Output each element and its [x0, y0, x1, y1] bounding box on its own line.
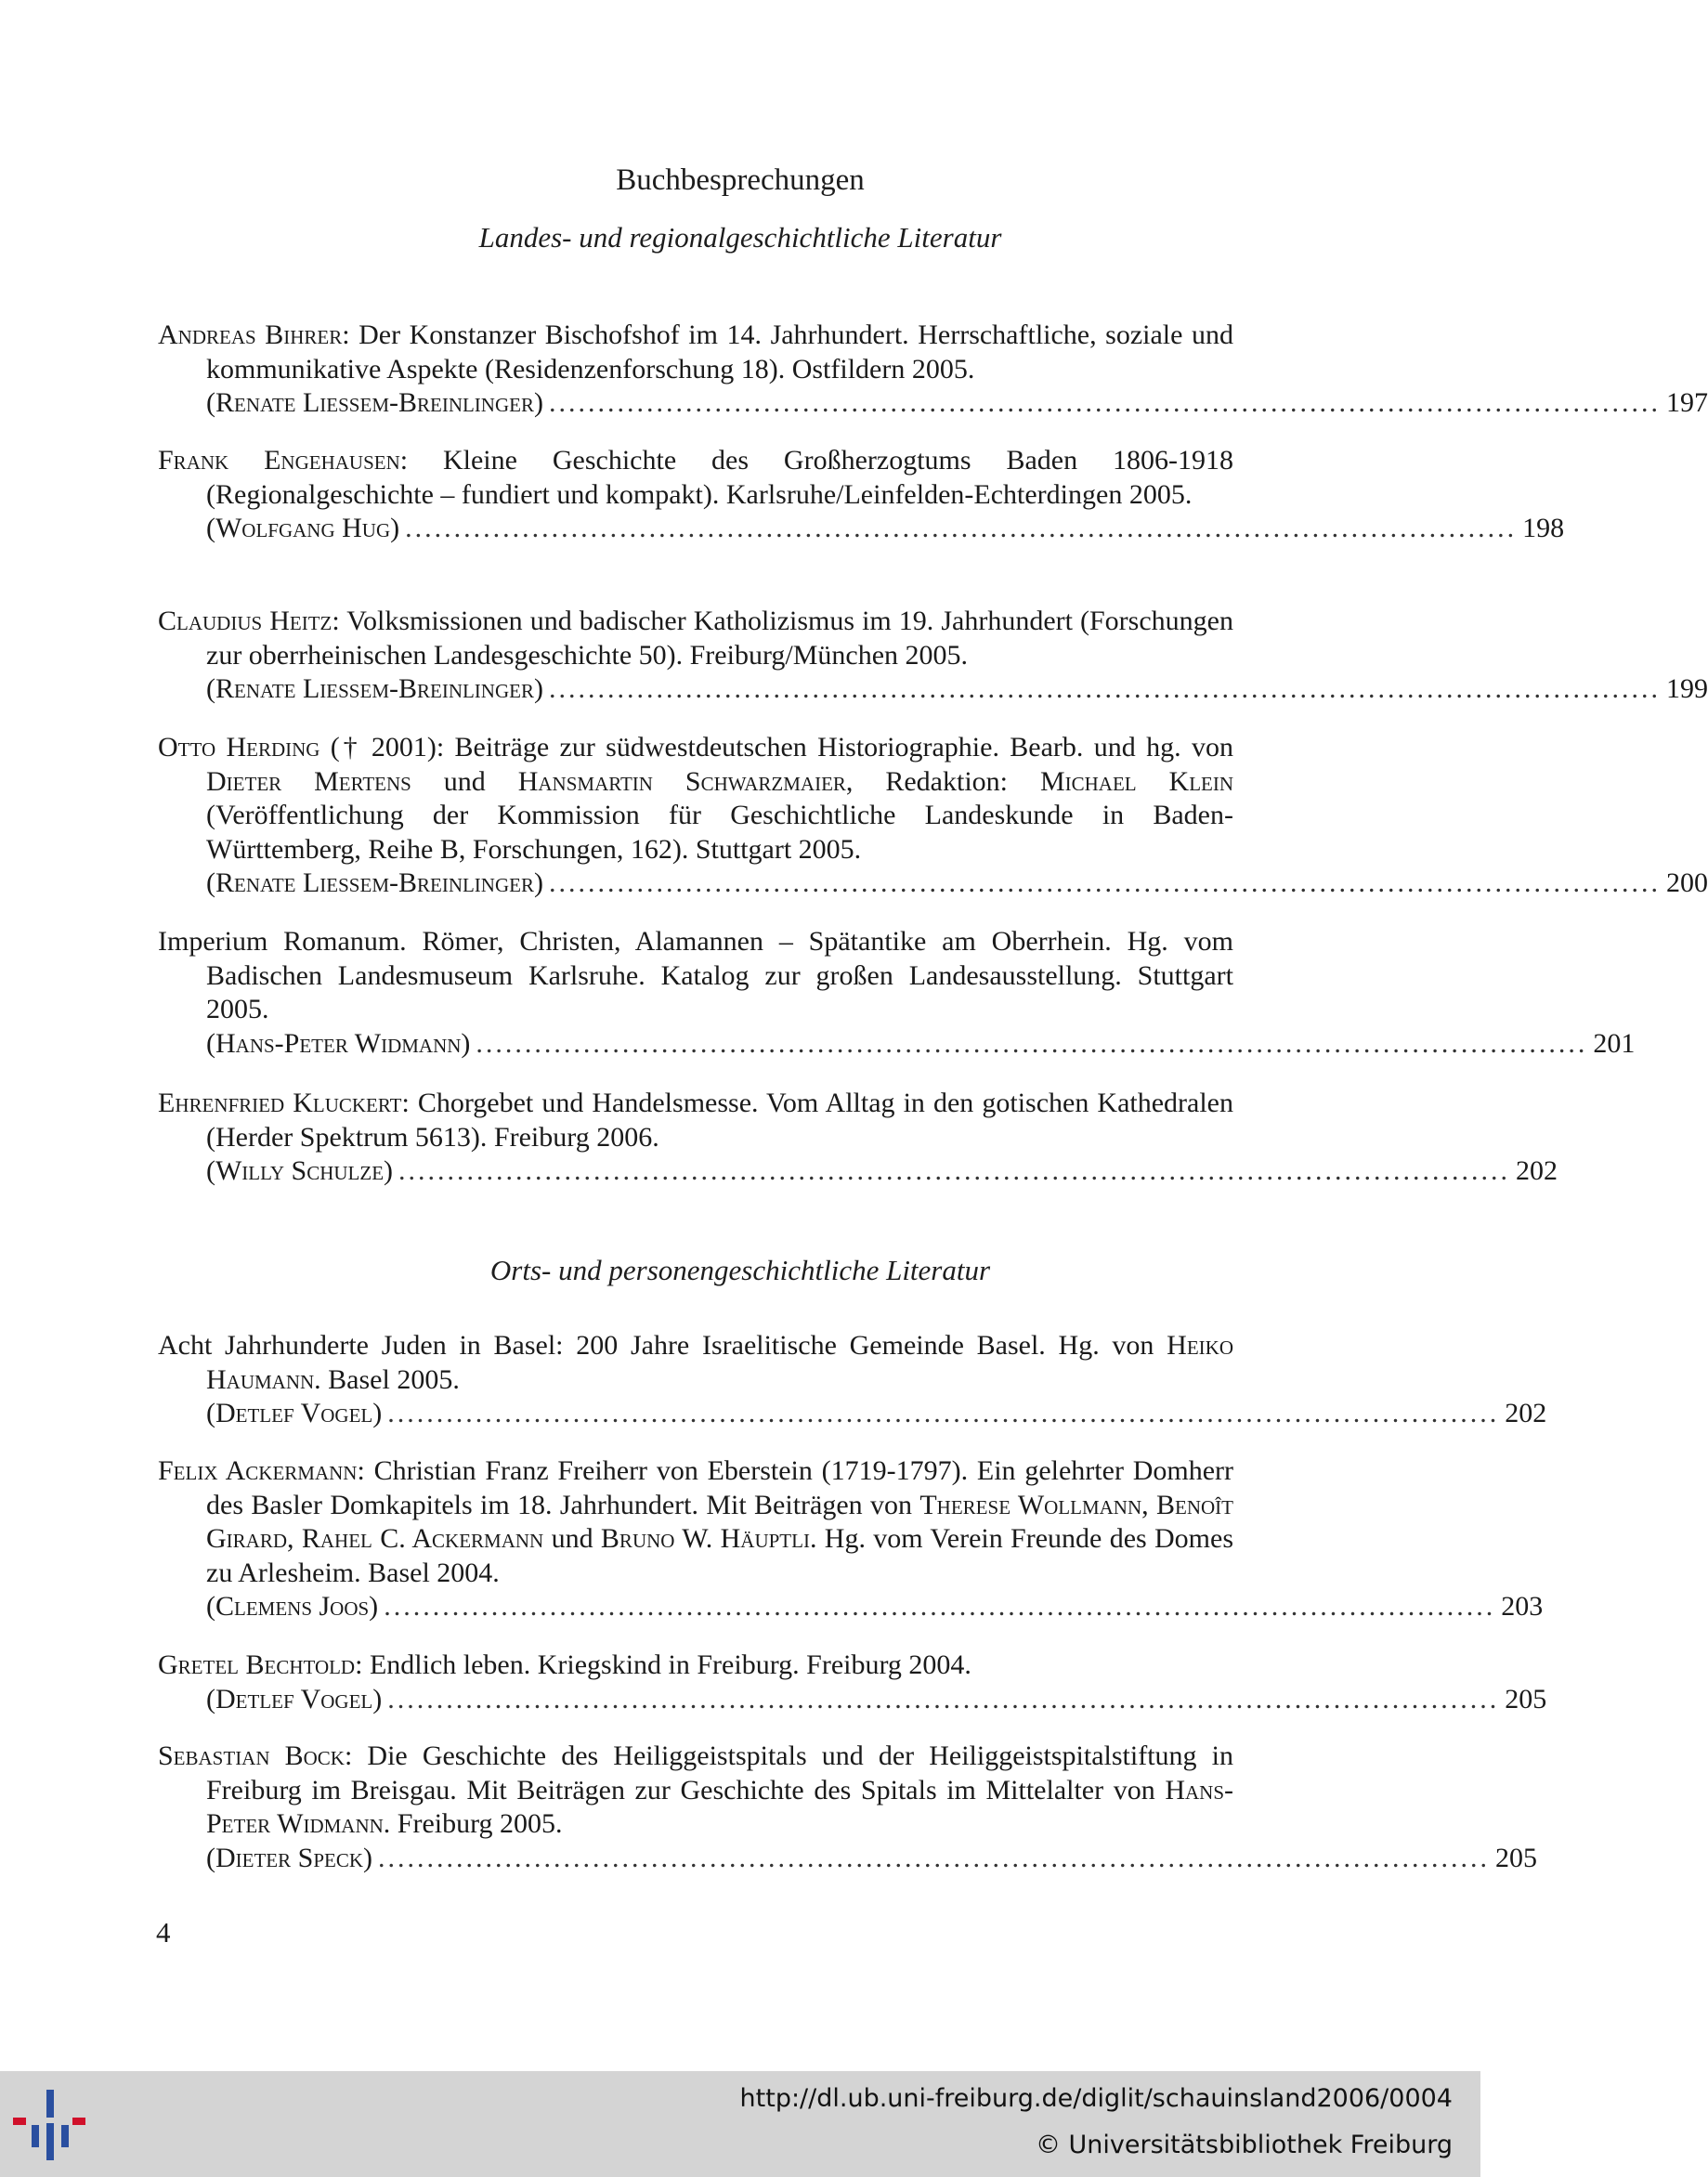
editor-name: Benoît Girard: [206, 1489, 1233, 1554]
author-name: Felix Ackermann: [158, 1455, 358, 1486]
reviewer-line: [158, 1842, 1537, 1876]
section-title: Landes- und regionalgeschichtliche Literatur: [478, 221, 1002, 254]
reviewer-line: [158, 672, 1708, 707]
reviewer-name: (Wolfgang Hug): [206, 513, 400, 543]
entry-text: : Kleine Geschichte des Großherzogtums Baden 1806-1918 (Regionalgeschichte – fundiert und kompakt). Karlsruhe/Leinfelden-Echterdingen 2005.: [206, 445, 1233, 510]
dot-leader: ..................................................................................................................: [476, 1027, 1588, 1059]
reviewer-name: (Willy Schulze): [206, 1155, 394, 1186]
editor-name: Hans-Peter Widmann: [206, 1774, 1233, 1839]
dot-leader: ..................................................................................................................: [405, 513, 1518, 543]
list-item: Sebastian Bock: Die Geschichte des Heiliggeistspitals und der Heiliggeistspitalstiftung in Freiburg im Breisgau. Mit Beiträgen zur Geschichte des Spitals im Mittelalter von Hans-Peter Widmann. Freiburg 2005. (Dieter Speck) .................................................................................................................. 205: [158, 1740, 1233, 1875]
reviewer-line: [158, 1397, 1547, 1431]
section-title: Orts- und personengeschichtliche Literatur: [489, 1254, 991, 1286]
dot-leader: ..................................................................................................................: [384, 1591, 1496, 1622]
list-item: [158, 319, 1708, 421]
list-item: [158, 1649, 1547, 1716]
list-item: Felix Ackermann: Christian Franz Freiherr von Eberstein (1719-1797). Ein gelehrter Domherr des Basler Domkapitels im 18. Jahrhundert. Mit Beiträgen von Therese Wollmann, Benoît Girard, Rahel C. Ackermann und Bruno W. Häuptli. Hg. vom Verein Freunde des Domes zu Arlesheim. Basel 2004. (Clemens Joos) .................................................................................................................. 203: [158, 1454, 1233, 1624]
reviewer-name: (Renate Liessem-Breinlinger): [206, 673, 543, 704]
editor-name: Michael Klein: [1039, 765, 1234, 797]
reviewer-line: [158, 1590, 1544, 1624]
dot-leader: ..................................................................................................................: [548, 387, 1661, 418]
page-heading: Buchbesprechungen: [616, 163, 865, 197]
author-name: Otto Herding: [158, 732, 320, 763]
page-number: 202: [1505, 1398, 1547, 1428]
editor-name: Rahel C. Ackermann: [301, 1523, 544, 1554]
page-number: 205: [1505, 1683, 1547, 1714]
dot-leader: ..................................................................................................................: [387, 1398, 1500, 1428]
copyright-text: © Universitätsbibliothek Freiburg: [1035, 2131, 1453, 2159]
reviewer-name: (Detlef Vogel): [206, 1398, 383, 1428]
author-name: Claudius Heitz: [158, 606, 332, 636]
page-number: 200: [1665, 867, 1708, 898]
page-number: 201: [1593, 1027, 1636, 1059]
editor-name: Bruno W. Häuptli: [600, 1523, 810, 1554]
list-item: [158, 444, 1565, 546]
reviewer-name: (Hans-Peter Widmann): [206, 1027, 471, 1059]
list-item: [158, 1087, 1558, 1189]
author-name: Sebastian Bock: [158, 1740, 345, 1771]
dot-leader: ..................................................................................................................: [378, 1842, 1490, 1873]
reviewer-line: [158, 1683, 1547, 1717]
reviewer-line: [158, 512, 1565, 546]
page-number: 202: [1516, 1155, 1558, 1186]
page-number: 203: [1501, 1591, 1544, 1622]
list-item: Acht Jahrhunderte Juden in Basel: 200 Jahre Israelitische Gemeinde Basel. Hg. von Heiko Haumann. Basel 2005. (Detlef Vogel) .................................................................................................................. 202: [158, 1329, 1233, 1431]
dot-leader: ..................................................................................................................: [398, 1155, 1511, 1186]
reviewer-name: (Renate Liessem-Breinlinger): [206, 867, 543, 898]
viewer-footer: [0, 2071, 1480, 2177]
page-number: 199: [1665, 673, 1708, 704]
editor-name: Heiko Haumann: [206, 1330, 1233, 1395]
entry-text: : Volksmissionen und badischer Katholizismus im 19. Jahrhundert (Forschungen zur oberrheinischen Landesgeschichte 50). Freiburg/München 2005.: [206, 606, 1233, 671]
list-item: [158, 925, 1636, 1061]
entry-text: : Endlich leben. Kriegskind in Freiburg. Freiburg 2004.: [355, 1649, 971, 1680]
entry-text: : Der Konstanzer Bischofshof im 14. Jahrhundert. Herrschaftliche, soziale und kommunikative Aspekte (Residenzenforschung 18). Ostfildern 2005.: [206, 319, 1233, 385]
author-name: Frank Engehausen: [158, 445, 400, 476]
page-number: 205: [1495, 1842, 1537, 1873]
dot-leader: ..................................................................................................................: [548, 867, 1661, 898]
page-number: 198: [1522, 513, 1565, 543]
reviewer-name: (Dieter Speck): [206, 1842, 372, 1873]
entry-text: : Chorgebet und Handelsmesse. Vom Alltag in den gotischen Kathedralen (Herder Spektrum 5613). Freiburg 2006.: [206, 1088, 1233, 1153]
reviewer-line: [158, 867, 1708, 901]
page-number: 197: [1665, 387, 1708, 418]
reviewer-line: [158, 1027, 1636, 1062]
author-name: Ehrenfried Kluckert: [158, 1088, 402, 1118]
reviewer-line: [158, 1154, 1558, 1189]
author-name: Andreas Bihrer: [158, 319, 343, 350]
dot-leader: ..................................................................................................................: [387, 1683, 1500, 1714]
entry-text: Imperium Romanum. Römer, Christen, Alamannen – Spätantike am Oberrhein. Hg. vom Badischen Landesmuseum Karlsruhe. Katalog zur großen Landesausstellung. Stuttgart 2005.: [158, 926, 1233, 1024]
editor-name: Therese Wollmann: [919, 1489, 1142, 1520]
list-item: Otto Herding († 2001): Beiträge zur südwestdeutschen Historiographie. Bearb. und hg. von Dieter Mertens und Hansmartin Schwarzmaier, Redaktion: Michael Klein (Veröffentlichung der Kommission für Geschichtliche Landeskunde in Baden-Württemberg, Reihe B, Forschungen, 162). Stuttgart 2005. (Renate Liessem-Breinlinger) .................................................................................................................. 200: [158, 731, 1233, 901]
editor-name: Hansmartin Schwarzmaier: [517, 765, 846, 797]
reviewer-name: (Renate Liessem-Breinlinger): [206, 387, 543, 418]
library-logo-icon: [11, 2088, 95, 2162]
reviewer-name: (Clemens Joos): [206, 1591, 379, 1622]
reviewer-line: [158, 386, 1708, 421]
editor-name: Dieter Mertens: [206, 765, 411, 797]
reviewer-name: (Detlef Vogel): [206, 1683, 383, 1714]
author-name: Gretel Bechtold: [158, 1649, 356, 1680]
list-item: [158, 605, 1708, 707]
document-url-link[interactable]: http://dl.ub.uni-freiburg.de/diglit/schauinsland2006/0004: [739, 2084, 1453, 2113]
dot-leader: ..................................................................................................................: [548, 673, 1661, 704]
page-folio: 4: [156, 1916, 171, 1949]
